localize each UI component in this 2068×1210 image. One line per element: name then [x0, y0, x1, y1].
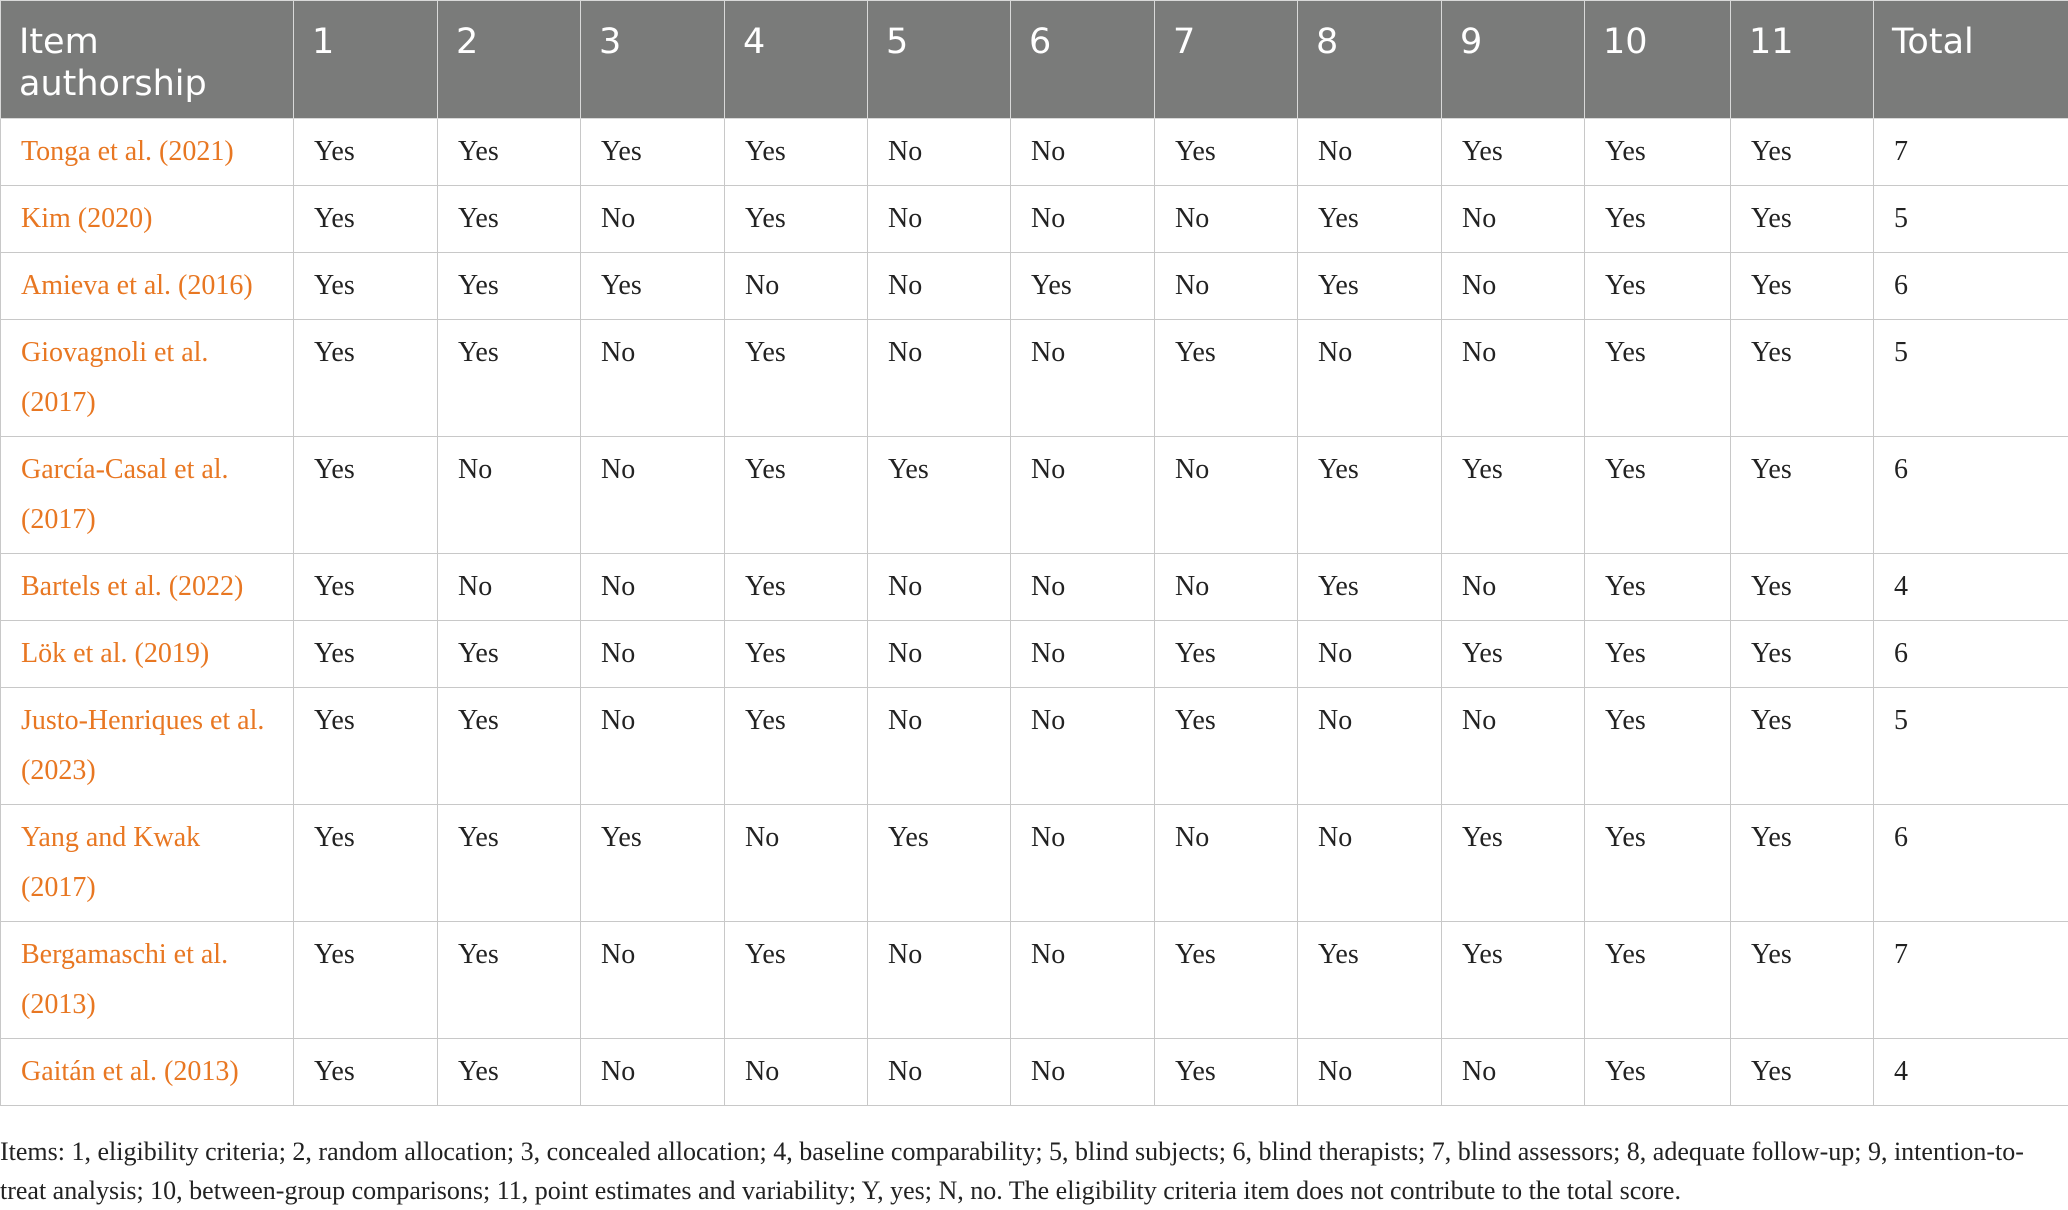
- cell-item-1: Yes: [294, 805, 438, 922]
- cell-item-5: No: [868, 320, 1011, 437]
- cell-item-11: Yes: [1731, 119, 1874, 186]
- cell-item-5: Yes: [868, 805, 1011, 922]
- cell-item-4: No: [725, 1039, 868, 1106]
- header-item-authorship: Item authorship: [1, 1, 294, 119]
- cell-item-7: Yes: [1155, 688, 1298, 805]
- cell-item-11: Yes: [1731, 1039, 1874, 1106]
- cell-item-1: Yes: [294, 320, 438, 437]
- cell-item-9: Yes: [1442, 922, 1585, 1039]
- cell-total: 6: [1874, 621, 2068, 688]
- cell-total: 7: [1874, 922, 2068, 1039]
- cell-item-5: No: [868, 1039, 1011, 1106]
- author-link[interactable]: Bartels et al. (2022): [1, 554, 294, 621]
- cell-item-5: No: [868, 922, 1011, 1039]
- cell-item-11: Yes: [1731, 253, 1874, 320]
- cell-item-3: Yes: [581, 805, 725, 922]
- author-link[interactable]: García-Casal et al. (2017): [1, 437, 294, 554]
- author-link[interactable]: Bergamaschi et al. (2013): [1, 922, 294, 1039]
- cell-item-8: Yes: [1298, 186, 1442, 253]
- cell-item-8: Yes: [1298, 554, 1442, 621]
- cell-item-7: Yes: [1155, 119, 1298, 186]
- cell-item-3: No: [581, 922, 725, 1039]
- cell-item-1: Yes: [294, 922, 438, 1039]
- table-row: [1, 253, 2068, 320]
- cell-item-4: Yes: [725, 621, 868, 688]
- header-item-5: 5: [868, 1, 1011, 119]
- author-link[interactable]: Gaitán et al. (2013): [1, 1039, 294, 1106]
- cell-item-2: Yes: [438, 186, 581, 253]
- cell-item-9: No: [1442, 554, 1585, 621]
- header-item-8: 8: [1298, 1, 1442, 119]
- cell-item-10: Yes: [1585, 621, 1731, 688]
- cell-item-1: Yes: [294, 554, 438, 621]
- cell-item-5: No: [868, 554, 1011, 621]
- author-link[interactable]: Giovagnoli et al. (2017): [1, 320, 294, 437]
- cell-item-2: No: [438, 437, 581, 554]
- cell-item-2: Yes: [438, 922, 581, 1039]
- header-item-4: 4: [725, 1, 868, 119]
- cell-item-9: No: [1442, 186, 1585, 253]
- cell-total: 4: [1874, 1039, 2068, 1106]
- header-item-9: 9: [1442, 1, 1585, 119]
- cell-item-10: Yes: [1585, 922, 1731, 1039]
- author-link[interactable]: Yang and Kwak (2017): [1, 805, 294, 922]
- cell-item-8: No: [1298, 320, 1442, 437]
- author-link[interactable]: Amieva et al. (2016): [1, 253, 294, 320]
- cell-total: 6: [1874, 253, 2068, 320]
- cell-item-9: No: [1442, 688, 1585, 805]
- cell-item-3: No: [581, 621, 725, 688]
- cell-item-3: No: [581, 320, 725, 437]
- cell-item-3: No: [581, 554, 725, 621]
- cell-item-11: Yes: [1731, 805, 1874, 922]
- cell-item-3: Yes: [581, 119, 725, 186]
- cell-item-6: Yes: [1011, 253, 1155, 320]
- cell-total: 6: [1874, 437, 2068, 554]
- cell-item-8: Yes: [1298, 922, 1442, 1039]
- cell-item-9: Yes: [1442, 119, 1585, 186]
- cell-item-10: Yes: [1585, 1039, 1731, 1106]
- cell-item-10: Yes: [1585, 253, 1731, 320]
- cell-item-2: Yes: [438, 805, 581, 922]
- cell-item-2: Yes: [438, 119, 581, 186]
- header-row: [1, 1, 2068, 119]
- cell-item-4: Yes: [725, 186, 868, 253]
- author-link[interactable]: Lök et al. (2019): [1, 621, 294, 688]
- cell-item-3: No: [581, 437, 725, 554]
- cell-item-1: Yes: [294, 688, 438, 805]
- cell-item-6: No: [1011, 688, 1155, 805]
- cell-item-8: Yes: [1298, 437, 1442, 554]
- cell-item-1: Yes: [294, 1039, 438, 1106]
- cell-item-9: Yes: [1442, 437, 1585, 554]
- cell-item-1: Yes: [294, 253, 438, 320]
- cell-item-3: No: [581, 1039, 725, 1106]
- cell-item-6: No: [1011, 922, 1155, 1039]
- author-link[interactable]: Kim (2020): [1, 186, 294, 253]
- cell-item-6: No: [1011, 621, 1155, 688]
- cell-item-7: Yes: [1155, 320, 1298, 437]
- cell-item-4: No: [725, 253, 868, 320]
- cell-item-6: No: [1011, 437, 1155, 554]
- table-row: [1, 688, 2068, 805]
- cell-item-1: Yes: [294, 186, 438, 253]
- cell-item-8: No: [1298, 688, 1442, 805]
- cell-item-4: Yes: [725, 922, 868, 1039]
- table-header: [1, 1, 2068, 119]
- cell-item-6: No: [1011, 320, 1155, 437]
- cell-item-5: No: [868, 621, 1011, 688]
- table-row: [1, 437, 2068, 554]
- cell-item-5: No: [868, 186, 1011, 253]
- cell-item-9: No: [1442, 320, 1585, 437]
- cell-total: 5: [1874, 688, 2068, 805]
- table-row: [1, 554, 2068, 621]
- cell-item-6: No: [1011, 1039, 1155, 1106]
- table-body: [1, 119, 2068, 1106]
- cell-item-4: Yes: [725, 119, 868, 186]
- cell-item-4: Yes: [725, 554, 868, 621]
- header-item-2: 2: [438, 1, 581, 119]
- cell-item-7: No: [1155, 805, 1298, 922]
- header-item-3: 3: [581, 1, 725, 119]
- cell-item-5: No: [868, 688, 1011, 805]
- cell-total: 4: [1874, 554, 2068, 621]
- cell-item-5: Yes: [868, 437, 1011, 554]
- table-row: [1, 922, 2068, 1039]
- table-row: [1, 186, 2068, 253]
- author-link[interactable]: Tonga et al. (2021): [1, 119, 294, 186]
- cell-total: 7: [1874, 119, 2068, 186]
- header-item-7: 7: [1155, 1, 1298, 119]
- cell-item-2: Yes: [438, 1039, 581, 1106]
- cell-item-10: Yes: [1585, 688, 1731, 805]
- cell-item-7: Yes: [1155, 621, 1298, 688]
- cell-item-2: Yes: [438, 688, 581, 805]
- cell-total: 5: [1874, 320, 2068, 437]
- cell-item-3: Yes: [581, 253, 725, 320]
- cell-item-1: Yes: [294, 119, 438, 186]
- table-footnote: Items: 1, eligibility criteria; 2, random allocation; 3, concealed allocation; 4, baseline comparability; 5, blind subjects; 6, blind therapists; 7, blind assessors; 8, adequate follow-up; 9, intention-to-treat analysis; 10, between-group comparisons; 11, point estimates and variability; Y, yes; N, no. The eligibility criteria item does not contribute to the total score.: [0, 1132, 2060, 1210]
- cell-total: 5: [1874, 186, 2068, 253]
- cell-item-7: No: [1155, 186, 1298, 253]
- cell-item-11: Yes: [1731, 186, 1874, 253]
- cell-item-7: No: [1155, 253, 1298, 320]
- cell-item-1: Yes: [294, 437, 438, 554]
- cell-item-11: Yes: [1731, 437, 1874, 554]
- cell-item-3: No: [581, 688, 725, 805]
- cell-item-11: Yes: [1731, 621, 1874, 688]
- cell-item-10: Yes: [1585, 437, 1731, 554]
- table-row: [1, 320, 2068, 437]
- cell-item-6: No: [1011, 554, 1155, 621]
- cell-total: 6: [1874, 805, 2068, 922]
- cell-item-10: Yes: [1585, 119, 1731, 186]
- cell-item-7: Yes: [1155, 922, 1298, 1039]
- cell-item-5: No: [868, 253, 1011, 320]
- cell-item-3: No: [581, 186, 725, 253]
- header-item-11: 11: [1731, 1, 1874, 119]
- cell-item-4: Yes: [725, 320, 868, 437]
- header-item-1: 1: [294, 1, 438, 119]
- cell-item-11: Yes: [1731, 554, 1874, 621]
- cell-item-7: No: [1155, 437, 1298, 554]
- table-row: [1, 805, 2068, 922]
- cell-item-4: No: [725, 805, 868, 922]
- cell-item-2: Yes: [438, 320, 581, 437]
- cell-item-10: Yes: [1585, 554, 1731, 621]
- cell-item-2: No: [438, 554, 581, 621]
- cell-item-8: Yes: [1298, 253, 1442, 320]
- cell-item-11: Yes: [1731, 922, 1874, 1039]
- cell-item-11: Yes: [1731, 320, 1874, 437]
- cell-item-2: Yes: [438, 621, 581, 688]
- cell-item-10: Yes: [1585, 805, 1731, 922]
- cell-item-6: No: [1011, 805, 1155, 922]
- cell-item-8: No: [1298, 621, 1442, 688]
- cell-item-8: No: [1298, 119, 1442, 186]
- cell-item-6: No: [1011, 186, 1155, 253]
- cell-item-9: Yes: [1442, 805, 1585, 922]
- header-item-10: 10: [1585, 1, 1731, 119]
- cell-item-4: Yes: [725, 688, 868, 805]
- cell-item-7: No: [1155, 554, 1298, 621]
- table-row: [1, 119, 2068, 186]
- cell-item-4: Yes: [725, 437, 868, 554]
- header-total: Total: [1874, 1, 2068, 119]
- cell-item-1: Yes: [294, 621, 438, 688]
- table-row: [1, 1039, 2068, 1106]
- cell-item-10: Yes: [1585, 186, 1731, 253]
- cell-item-6: No: [1011, 119, 1155, 186]
- author-link[interactable]: Justo-Henriques et al. (2023): [1, 688, 294, 805]
- cell-item-9: No: [1442, 253, 1585, 320]
- cell-item-2: Yes: [438, 253, 581, 320]
- cell-item-11: Yes: [1731, 688, 1874, 805]
- cell-item-9: Yes: [1442, 621, 1585, 688]
- cell-item-9: No: [1442, 1039, 1585, 1106]
- cell-item-10: Yes: [1585, 320, 1731, 437]
- cell-item-7: Yes: [1155, 1039, 1298, 1106]
- cell-item-8: No: [1298, 1039, 1442, 1106]
- header-item-6: 6: [1011, 1, 1155, 119]
- cell-item-5: No: [868, 119, 1011, 186]
- cell-item-8: No: [1298, 805, 1442, 922]
- table-row: [1, 621, 2068, 688]
